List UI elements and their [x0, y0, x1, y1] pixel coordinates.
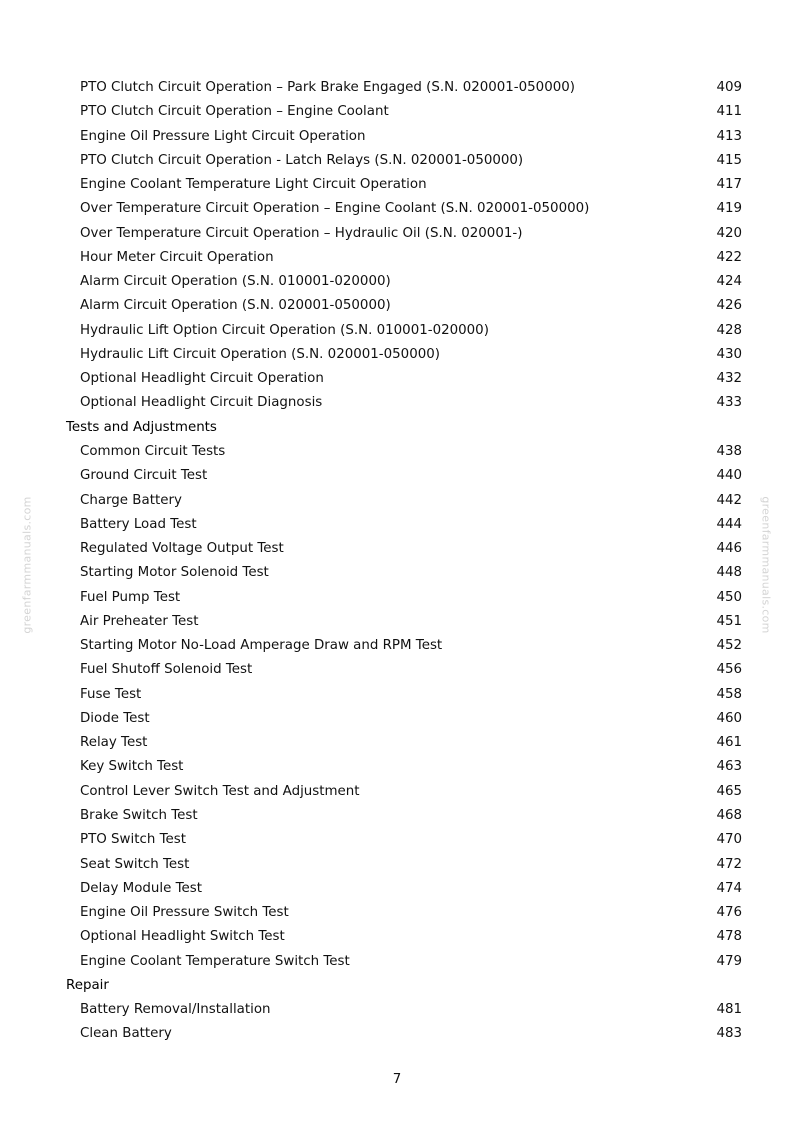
toc-entry[interactable]	[66, 707, 742, 731]
entry-page-number: 419	[716, 201, 742, 217]
entry-title: Control Lever Switch Test and Adjustment	[80, 783, 360, 799]
entry-page-number: 409	[716, 80, 742, 95]
entry-title: Optional Headlight Switch Test	[80, 929, 285, 945]
entry-title: Delay Module Test	[80, 880, 202, 896]
entry-title: Optional Headlight Circuit Diagnosis	[80, 395, 323, 411]
toc-entry[interactable]	[66, 780, 742, 804]
toc-entry[interactable]	[66, 755, 742, 779]
toc-entry[interactable]	[66, 440, 742, 464]
watermark-right: greenfarmmanuals.com	[759, 496, 773, 634]
toc-entry[interactable]	[66, 998, 742, 1022]
toc-entry[interactable]	[66, 76, 742, 100]
entry-page-number: 463	[716, 759, 742, 775]
toc-entry[interactable]	[66, 125, 742, 149]
toc-entry[interactable]	[66, 464, 742, 488]
toc-entry[interactable]	[66, 610, 742, 634]
entry-title: PTO Clutch Circuit Operation - Latch Relays (S.N. 020001-050000)	[80, 152, 524, 168]
entry-title: Common Circuit Tests	[80, 443, 226, 459]
entry-page-number: 483	[716, 1026, 742, 1042]
entry-title: Key Switch Test	[80, 759, 184, 775]
toc-entry[interactable]	[66, 731, 742, 755]
toc-entry[interactable]	[66, 391, 742, 415]
entry-title: Relay Test	[80, 735, 148, 751]
entry-title: Air Preheater Test	[80, 613, 199, 629]
entry-title: PTO Clutch Circuit Operation – Park Brake Engaged (S.N. 020001-050000)	[80, 80, 575, 95]
entry-title: Hydraulic Lift Option Circuit Operation (S.N. 010001-020000)	[80, 322, 489, 338]
entry-page-number: 448	[716, 565, 742, 581]
section-title: Tests and Adjustments	[66, 419, 217, 435]
toc-entry[interactable]	[66, 222, 742, 246]
entry-title: Fuel Shutoff Solenoid Test	[80, 662, 253, 678]
entry-page-number: 426	[716, 298, 742, 314]
entry-page-number: 442	[716, 492, 742, 508]
entry-title: PTO Clutch Circuit Operation – Engine Coolant	[80, 104, 389, 120]
toc-entry[interactable]	[66, 270, 742, 294]
toc-entry[interactable]	[66, 925, 742, 949]
entry-page-number: 478	[716, 929, 742, 945]
toc-entry[interactable]	[66, 658, 742, 682]
toc-entry[interactable]	[66, 513, 742, 537]
entry-page-number: 420	[716, 225, 742, 241]
toc-entry[interactable]	[66, 489, 742, 513]
entry-title: Starting Motor Solenoid Test	[80, 565, 269, 581]
toc-entry[interactable]	[66, 901, 742, 925]
table-of-contents	[66, 76, 742, 1047]
entry-title: Seat Switch Test	[80, 856, 190, 872]
entry-title: Engine Coolant Temperature Switch Test	[80, 953, 350, 969]
entry-page-number: 458	[716, 686, 742, 702]
toc-section-heading	[66, 974, 742, 998]
toc-entry[interactable]	[66, 877, 742, 901]
toc-entry[interactable]	[66, 246, 742, 270]
entry-page-number: 456	[716, 662, 742, 678]
entry-page-number: 470	[716, 832, 742, 848]
toc-entry[interactable]	[66, 586, 742, 610]
entry-page-number: 433	[716, 395, 742, 411]
entry-page-number: 479	[716, 953, 742, 969]
entry-page-number: 472	[716, 856, 742, 872]
entry-title: Engine Oil Pressure Switch Test	[80, 905, 289, 921]
entry-page-number: 460	[716, 710, 742, 726]
entry-page-number: 438	[716, 443, 742, 459]
entry-page-number: 481	[716, 1002, 742, 1018]
entry-page-number: 417	[716, 177, 742, 193]
toc-entry[interactable]	[66, 319, 742, 343]
entry-page-number: 444	[716, 516, 742, 532]
watermark-left: greenfarmmanuals.com	[20, 496, 34, 634]
toc-entry[interactable]	[66, 804, 742, 828]
entry-page-number: 424	[716, 274, 742, 290]
entry-page-number: 476	[716, 905, 742, 921]
toc-entry[interactable]	[66, 828, 742, 852]
entry-title: Fuse Test	[80, 686, 142, 702]
toc-entry[interactable]	[66, 197, 742, 221]
toc-entry[interactable]	[66, 294, 742, 318]
entry-page-number: 411	[716, 104, 742, 120]
entry-page-number: 450	[716, 589, 742, 605]
entry-title: Hour Meter Circuit Operation	[80, 249, 274, 265]
toc-entry[interactable]	[66, 950, 742, 974]
entry-title: Diode Test	[80, 710, 150, 726]
entry-page-number: 422	[716, 249, 742, 265]
entry-page-number: 474	[716, 880, 742, 896]
entry-page-number: 432	[716, 371, 742, 387]
entry-page-number: 465	[716, 783, 742, 799]
entry-title: Regulated Voltage Output Test	[80, 541, 284, 557]
toc-section-heading	[66, 416, 742, 440]
entry-title: Alarm Circuit Operation (S.N. 020001-050000)	[80, 298, 391, 314]
toc-entry[interactable]	[66, 367, 742, 391]
entry-page-number: 428	[716, 322, 742, 338]
toc-entry[interactable]	[66, 853, 742, 877]
toc-entry[interactable]	[66, 1022, 742, 1046]
entry-page-number: 446	[716, 541, 742, 557]
toc-entry[interactable]	[66, 683, 742, 707]
entry-title: Over Temperature Circuit Operation – Engine Coolant (S.N. 020001-050000)	[80, 201, 590, 217]
entry-title: Clean Battery	[80, 1026, 172, 1042]
entry-title: Starting Motor No-Load Amperage Draw and RPM Test	[80, 638, 443, 654]
toc-entry[interactable]	[66, 149, 742, 173]
toc-entry[interactable]	[66, 100, 742, 124]
toc-entry[interactable]	[66, 634, 742, 658]
entry-page-number: 430	[716, 346, 742, 362]
entry-title: Hydraulic Lift Circuit Operation (S.N. 020001-050000)	[80, 346, 440, 362]
entry-page-number: 452	[716, 638, 742, 654]
entry-title: Over Temperature Circuit Operation – Hydraulic Oil (S.N. 020001-)	[80, 225, 523, 241]
entry-title: Charge Battery	[80, 492, 182, 508]
entry-title: Ground Circuit Test	[80, 468, 208, 484]
toc-entry[interactable]	[66, 343, 742, 367]
toc-entry[interactable]	[66, 173, 742, 197]
toc-entry[interactable]	[66, 537, 742, 561]
page-number: 7	[392, 1072, 402, 1087]
entry-page-number: 415	[716, 152, 742, 168]
entry-title: PTO Switch Test	[80, 832, 186, 848]
entry-title: Engine Oil Pressure Light Circuit Operation	[80, 128, 366, 144]
entry-page-number: 468	[716, 807, 742, 823]
entry-title: Battery Removal/Installation	[80, 1002, 271, 1018]
entry-page-number: 461	[716, 735, 742, 751]
toc-entry[interactable]	[66, 561, 742, 585]
entry-title: Battery Load Test	[80, 516, 197, 532]
entry-title: Alarm Circuit Operation (S.N. 010001-020000)	[80, 274, 391, 290]
entry-page-number: 451	[716, 613, 742, 629]
entry-title: Brake Switch Test	[80, 807, 198, 823]
entry-title: Engine Coolant Temperature Light Circuit Operation	[80, 177, 427, 193]
entry-page-number: 440	[716, 468, 742, 484]
entry-title: Fuel Pump Test	[80, 589, 181, 605]
section-title: Repair	[66, 977, 109, 993]
entry-page-number: 413	[716, 128, 742, 144]
entry-title: Optional Headlight Circuit Operation	[80, 371, 324, 387]
